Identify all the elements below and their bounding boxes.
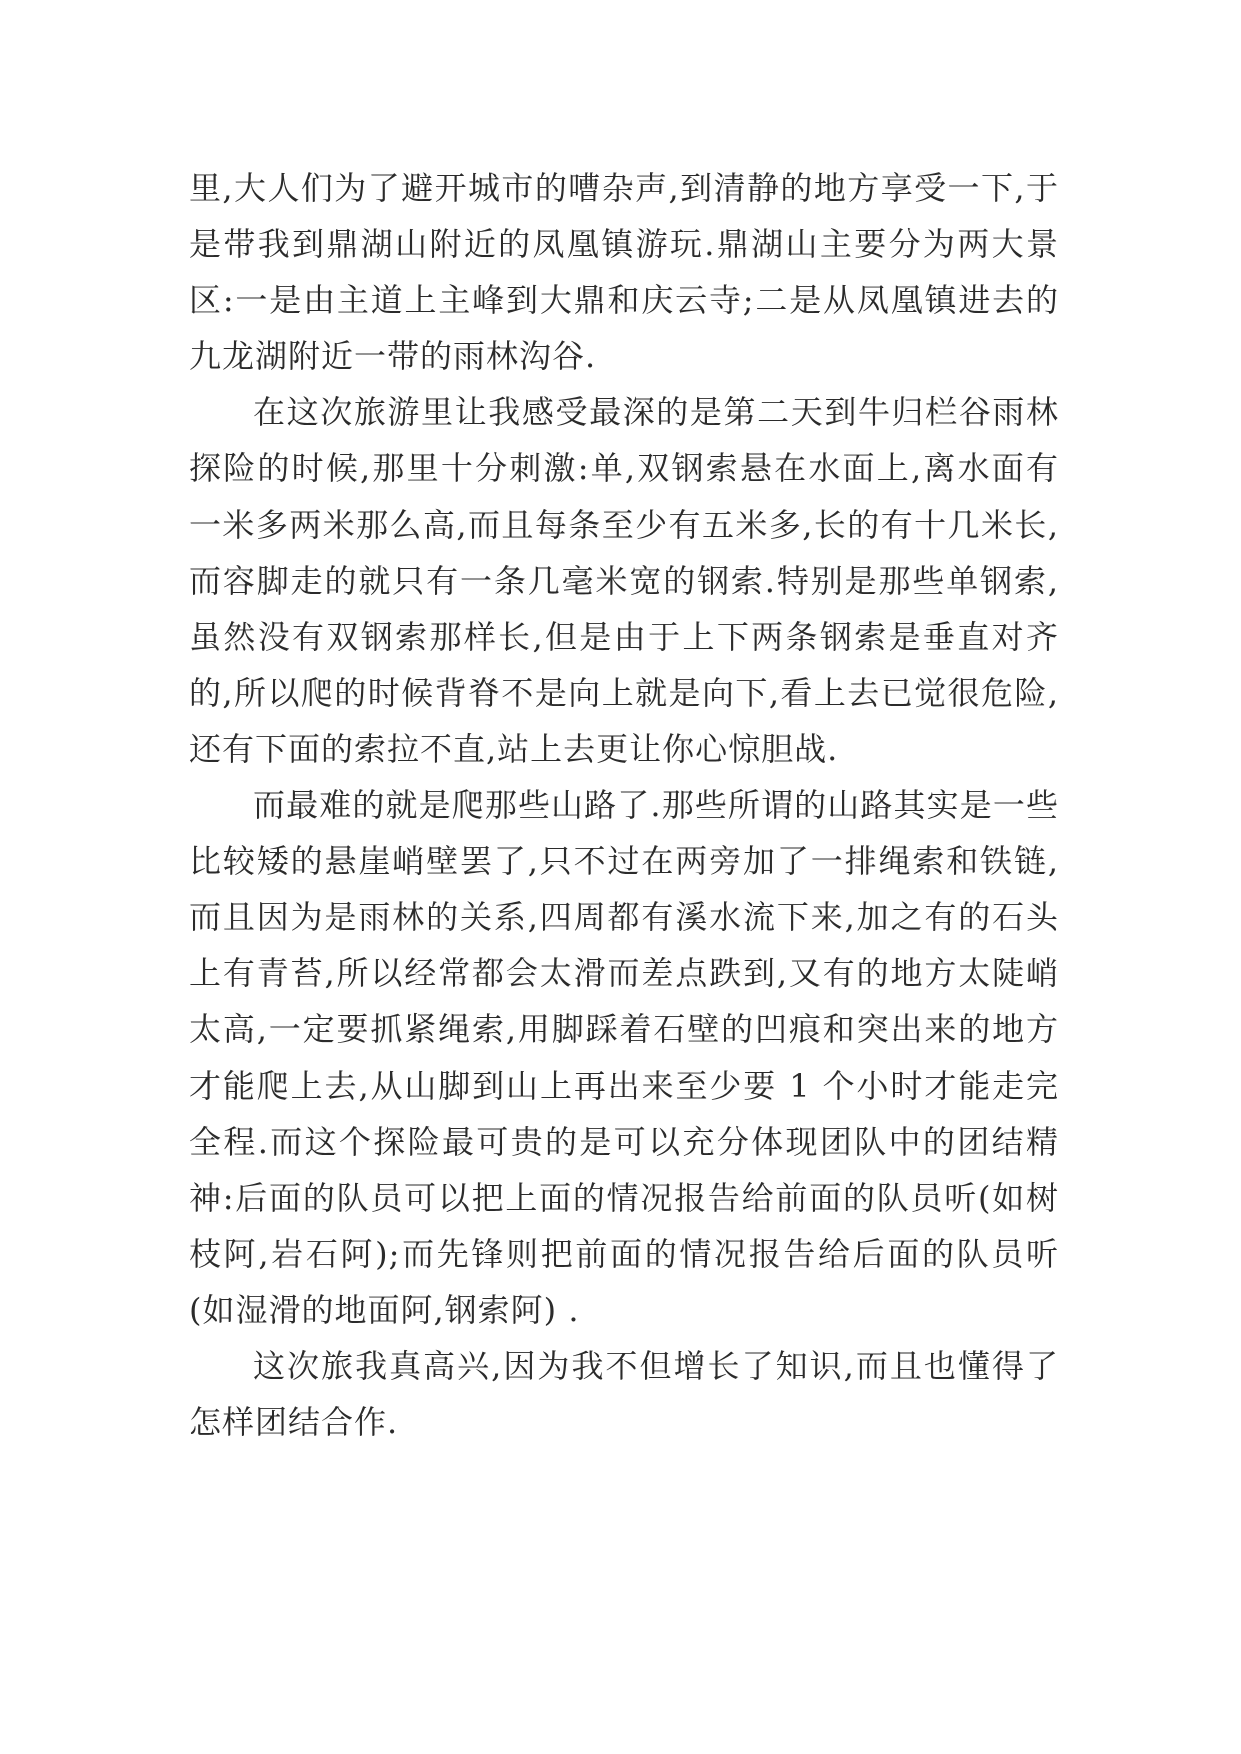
paragraph-continuation: 里,大人们为了避开城市的嘈杂声,到清静的地方享受一下,于是带我到鼎湖山附近的凤凰镇游玩.鼎湖山主要分为两大景区:一是由主道上主峰到大鼎和庆云寺;二是从凤凰镇进去的九龙湖附近一带的雨林沟谷. <box>189 169 1059 376</box>
paragraph-cable-adventure: 在这次旅游里让我感受最深的是第二天到牛归栏谷雨林探险的时候,那里十分刺激:单,双钢索悬在水面上,离水面有一米多两米那么高,而且每条至少有五米多,长的有十几米长,而容脚走的就只有一条几毫米宽的钢索.特别是那些单钢索,虽然没有双钢索那样长,但是由于上下两条钢索是垂直对齐的,所以爬的时候背脊不是向上就是向下,看上去已觉很危险,还有下面的索拉不直,站上去更让你心惊胆战. <box>189 393 1059 768</box>
article-body <box>189 160 1059 1450</box>
paragraph-conclusion: 这次旅我真高兴,因为我不但增长了知识,而且也懂得了怎样团结合作. <box>189 1346 1059 1442</box>
paragraph-mountain-climb: 而最难的就是爬那些山路了.那些所谓的山路其实是一些比较矮的悬崖峭壁罢了,只不过在两旁加了一排绳索和铁链,而且因为是雨林的关系,四周都有溪水流下来,加之有的石头上有青苔,所以经常都会太滑而差点跌到,又有的地方太陡峭太高,一定要抓紧绳索,用脚踩着石壁的凹痕和突出来的地方才能爬上去,从山脚到山上再出来至少要 1 个小时才能走完全程.而这个探险最可贵的是可以充分体现团队中的团结精神:后面的队员可以把上面的情况报告给前面的队员听(如树枝阿,岩石阿);而先锋则把前面的情况报告给后面的队员听(如湿滑的地面阿,钢索阿) . <box>189 786 1059 1329</box>
